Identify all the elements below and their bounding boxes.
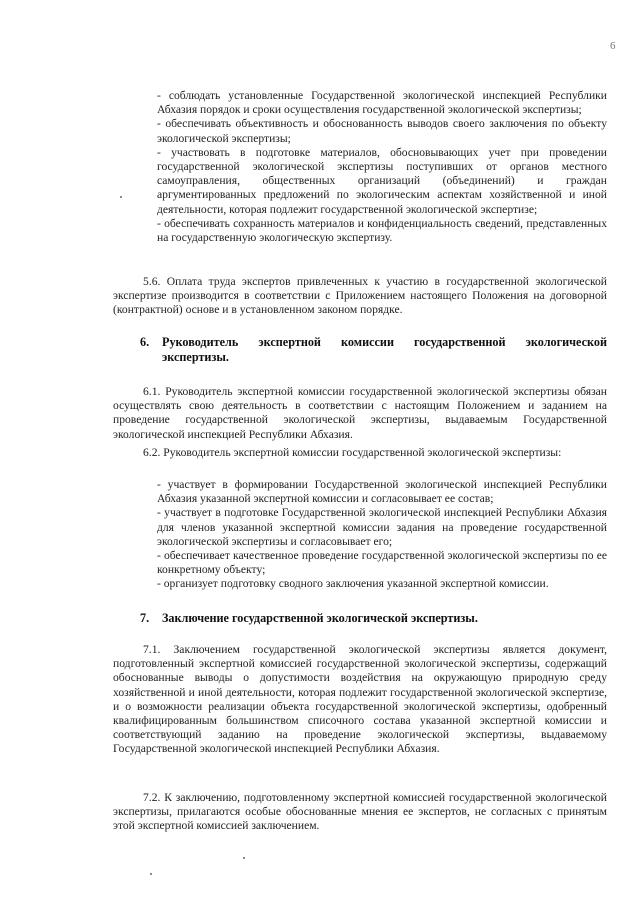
section-6-heading [140, 335, 607, 365]
list-item: - организует подготовку сводного заключения указанной экспертной комиссии. [157, 577, 549, 591]
list-item: - участвует в подготовке Государственной экологической инспекцией Республики Абхазия для членов указанной экспертной комиссии задания на проведение государственной экологической экспертизы и согласовывает его; [157, 506, 607, 548]
paragraph-7-1: 7.1. Заключением государственной экологической экспертизы является документ, подготовленный экспертной комиссией государственной экологической экспертизы, содержащий обоснованные выводы о допустимости воздействия на окружающую природную среду хозяйственной и иной деятельности, которая подлежит государственной экологической экспертизе, и о возможности реализации объекта государственной экологической экспертизы, одобренный квалифицированным большинством списочного состава указанной экспертной комиссии и соответствующий заданию на проведение экологической экспертизы, выдаваемому Государственной экологической инспекцией Республики Абхазия. [113, 643, 607, 756]
section-6-number: 6. [140, 335, 150, 349]
section-7-number: 7. [140, 611, 150, 625]
paragraph-6-2: 6.2. Руководитель экспертной комиссии государственной экологической экспертизы: [143, 446, 562, 459]
page-number: 6 [610, 40, 616, 52]
section-7-title: Заключение государственной экологической экспертизы. [162, 611, 478, 625]
section-6-title-line1: Руководитель экспертной комиссии государственной экологической [162, 335, 607, 349]
section-7-heading [140, 611, 607, 626]
paragraph-5-6: 5.6. Оплата труда экспертов привлеченных к участию в государственной экологической экспертизе производится в соответствии с Приложением настоящего Положения на договорной (контрактной) основе и в установленном законом порядке. [113, 275, 607, 317]
list-item: - соблюдать установленные Государственной экологической инспекцией Республики Абхазия порядок и сроки осуществления государственной экологической экспертизы; [157, 89, 607, 117]
scan-speck [150, 873, 152, 875]
section-6-title-line2: экспертизы. [162, 350, 229, 364]
list-item: - обеспечивает качественное проведение государственной экологической экспертизы по ее конкретному объекту; [157, 549, 607, 577]
list-item: - участвует в формировании Государственной экологической инспекцией Республики Абхазия указанной экспертной комиссии и согласовывает ее состав; [157, 478, 607, 506]
paragraph-7-2: 7.2. К заключению, подготовленному экспертной комиссией государственной экологической экспертизы, прилагаются особые обоснованные мнения ее экспертов, не согласных с принятым этой экспертной комиссией заключением. [113, 791, 607, 833]
list-item: - обеспечивать сохранность материалов и конфиденциальность сведений, представленных на государственную экологическую экспертизу. [157, 216, 607, 245]
expert-duties-list [157, 89, 607, 245]
list-item: - участвовать в подготовке материалов, обосновывающих учет при проведении государственной экологической экспертизы поступивших от органов местного самоуправления, общественных организаций (объединений) и граждан аргументированных предложений по экологическим аспектам хозяйственной и иной деятельности, которая подлежит государственной экологической экспертизе; [157, 145, 607, 216]
paragraph-6-1: 6.1. Руководитель экспертной комиссии государственной экологической экспертизы обязан осуществлять свою деятельность в соответствии с настоящим Положением и заданием на проведение государственной экологической экспертизы, выдаваемым Государственной экологической инспекцией Республики Абхазия. [113, 385, 607, 441]
list-item: - обеспечивать объективность и обоснованность выводов своего заключения по объекту экологической экспертизы; [157, 117, 607, 145]
scan-speck [243, 857, 245, 859]
head-duties-list [157, 478, 607, 592]
scan-speck [120, 196, 122, 198]
